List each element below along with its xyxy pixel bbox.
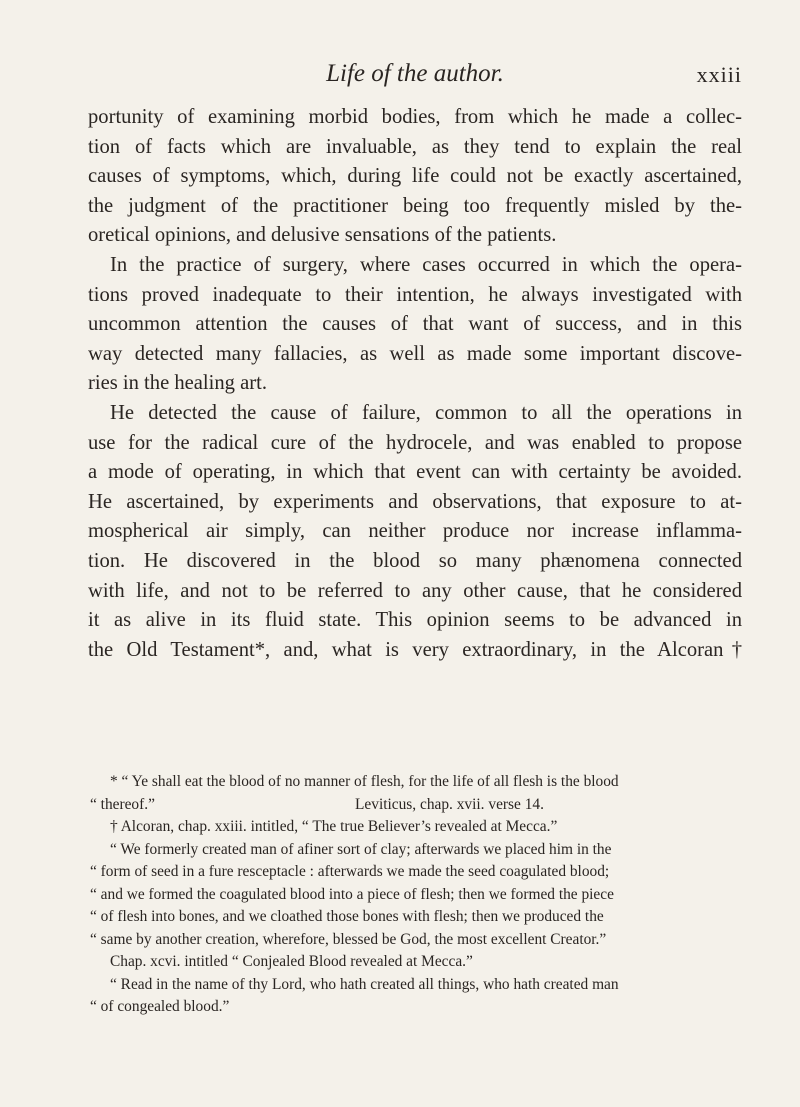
body-line: a mode of operating, in which that event can with certainty be avoided.: [88, 461, 742, 484]
body-line: tion of facts which are invaluable, as they tend to explain the real: [88, 135, 742, 158]
footnotes: [88, 771, 742, 1019]
body-line: tion. He discovered in the blood so many phænomena connected: [88, 549, 742, 572]
body-line: it as alive in its fluid state. This opinion seems to be advanced in: [88, 609, 742, 632]
body-line: the Old Testament*, and, what is very extraordinary, in the Alcoran†: [88, 638, 742, 661]
footnote-line: “ of flesh into bones, and we cloathed those bones with flesh; then we produced the: [90, 908, 604, 925]
body-text: [88, 103, 742, 665]
body-line: uncommon attention the causes of that want of success, and in this: [88, 313, 742, 336]
footnote-line: “ of congealed blood.”: [90, 998, 230, 1015]
body-line: way detected many fallacies, as well as made some important discove-: [88, 342, 742, 365]
footnote-line: “ same by another creation, wherefore, blessed be God, the most excellent Creator.”: [90, 930, 607, 948]
footnote-line: Chap. xcvi. intitled “ Conjealed Blood revealed at Mecca.”: [110, 953, 473, 970]
footnote-line: “ Read in the name of thy Lord, who hath created all things, who hath created man: [110, 975, 619, 993]
body-line: ries in the healing art.: [88, 372, 267, 395]
footnote-line: “ form of seed in a fure resceptacle : afterwards we made the seed coagulated blood;: [90, 863, 610, 880]
footnote-line: * “ Ye shall eat the blood of no manner of flesh, for the life of all flesh is the blood: [110, 773, 619, 790]
body-line: causes of symptoms, which, during life could not be exactly ascertained,: [88, 165, 742, 188]
body-line: portunity of examining morbid bodies, from which he made a collec-: [88, 106, 742, 128]
page-number: xxiii: [696, 62, 742, 87]
body-line: with life, and not to be referred to any other cause, that he considered: [88, 579, 742, 602]
footnote-line: “ thereof.” Leviticus, chap. xvii. verse 14.: [90, 795, 544, 813]
body-line: the judgment of the practitioner being too frequently misled by the-: [88, 194, 742, 217]
body-line: He ascertained, by experiments and observations, that exposure to at-: [88, 490, 742, 513]
footnote-line: “ and we formed the coagulated blood into a piece of flesh; then we formed the piece: [90, 885, 614, 903]
running-title: Life of the author.: [326, 60, 504, 87]
body-line: oretical opinions, and delusive sensations of the patients.: [88, 224, 557, 247]
body-line: In the practice of surgery, where cases occurred in which the opera-: [110, 253, 742, 276]
page-header: [88, 60, 742, 94]
body-line: tions proved inadequate to their intention, he always investigated with: [88, 283, 742, 306]
footnote-line: “ We formerly created man of afiner sort of clay; afterwards we placed him in the: [110, 840, 612, 858]
body-line: use for the radical cure of the hydrocele, and was enabled to propose: [88, 431, 742, 454]
body-line: mospherical air simply, can neither produce nor increase inflamma-: [88, 520, 742, 543]
footnote-line: † Alcoran, chap. xxiii. intitled, “ The true Believer’s revealed at Mecca.”: [110, 818, 558, 835]
body-line: He detected the cause of failure, common to all the operations in: [110, 401, 742, 424]
